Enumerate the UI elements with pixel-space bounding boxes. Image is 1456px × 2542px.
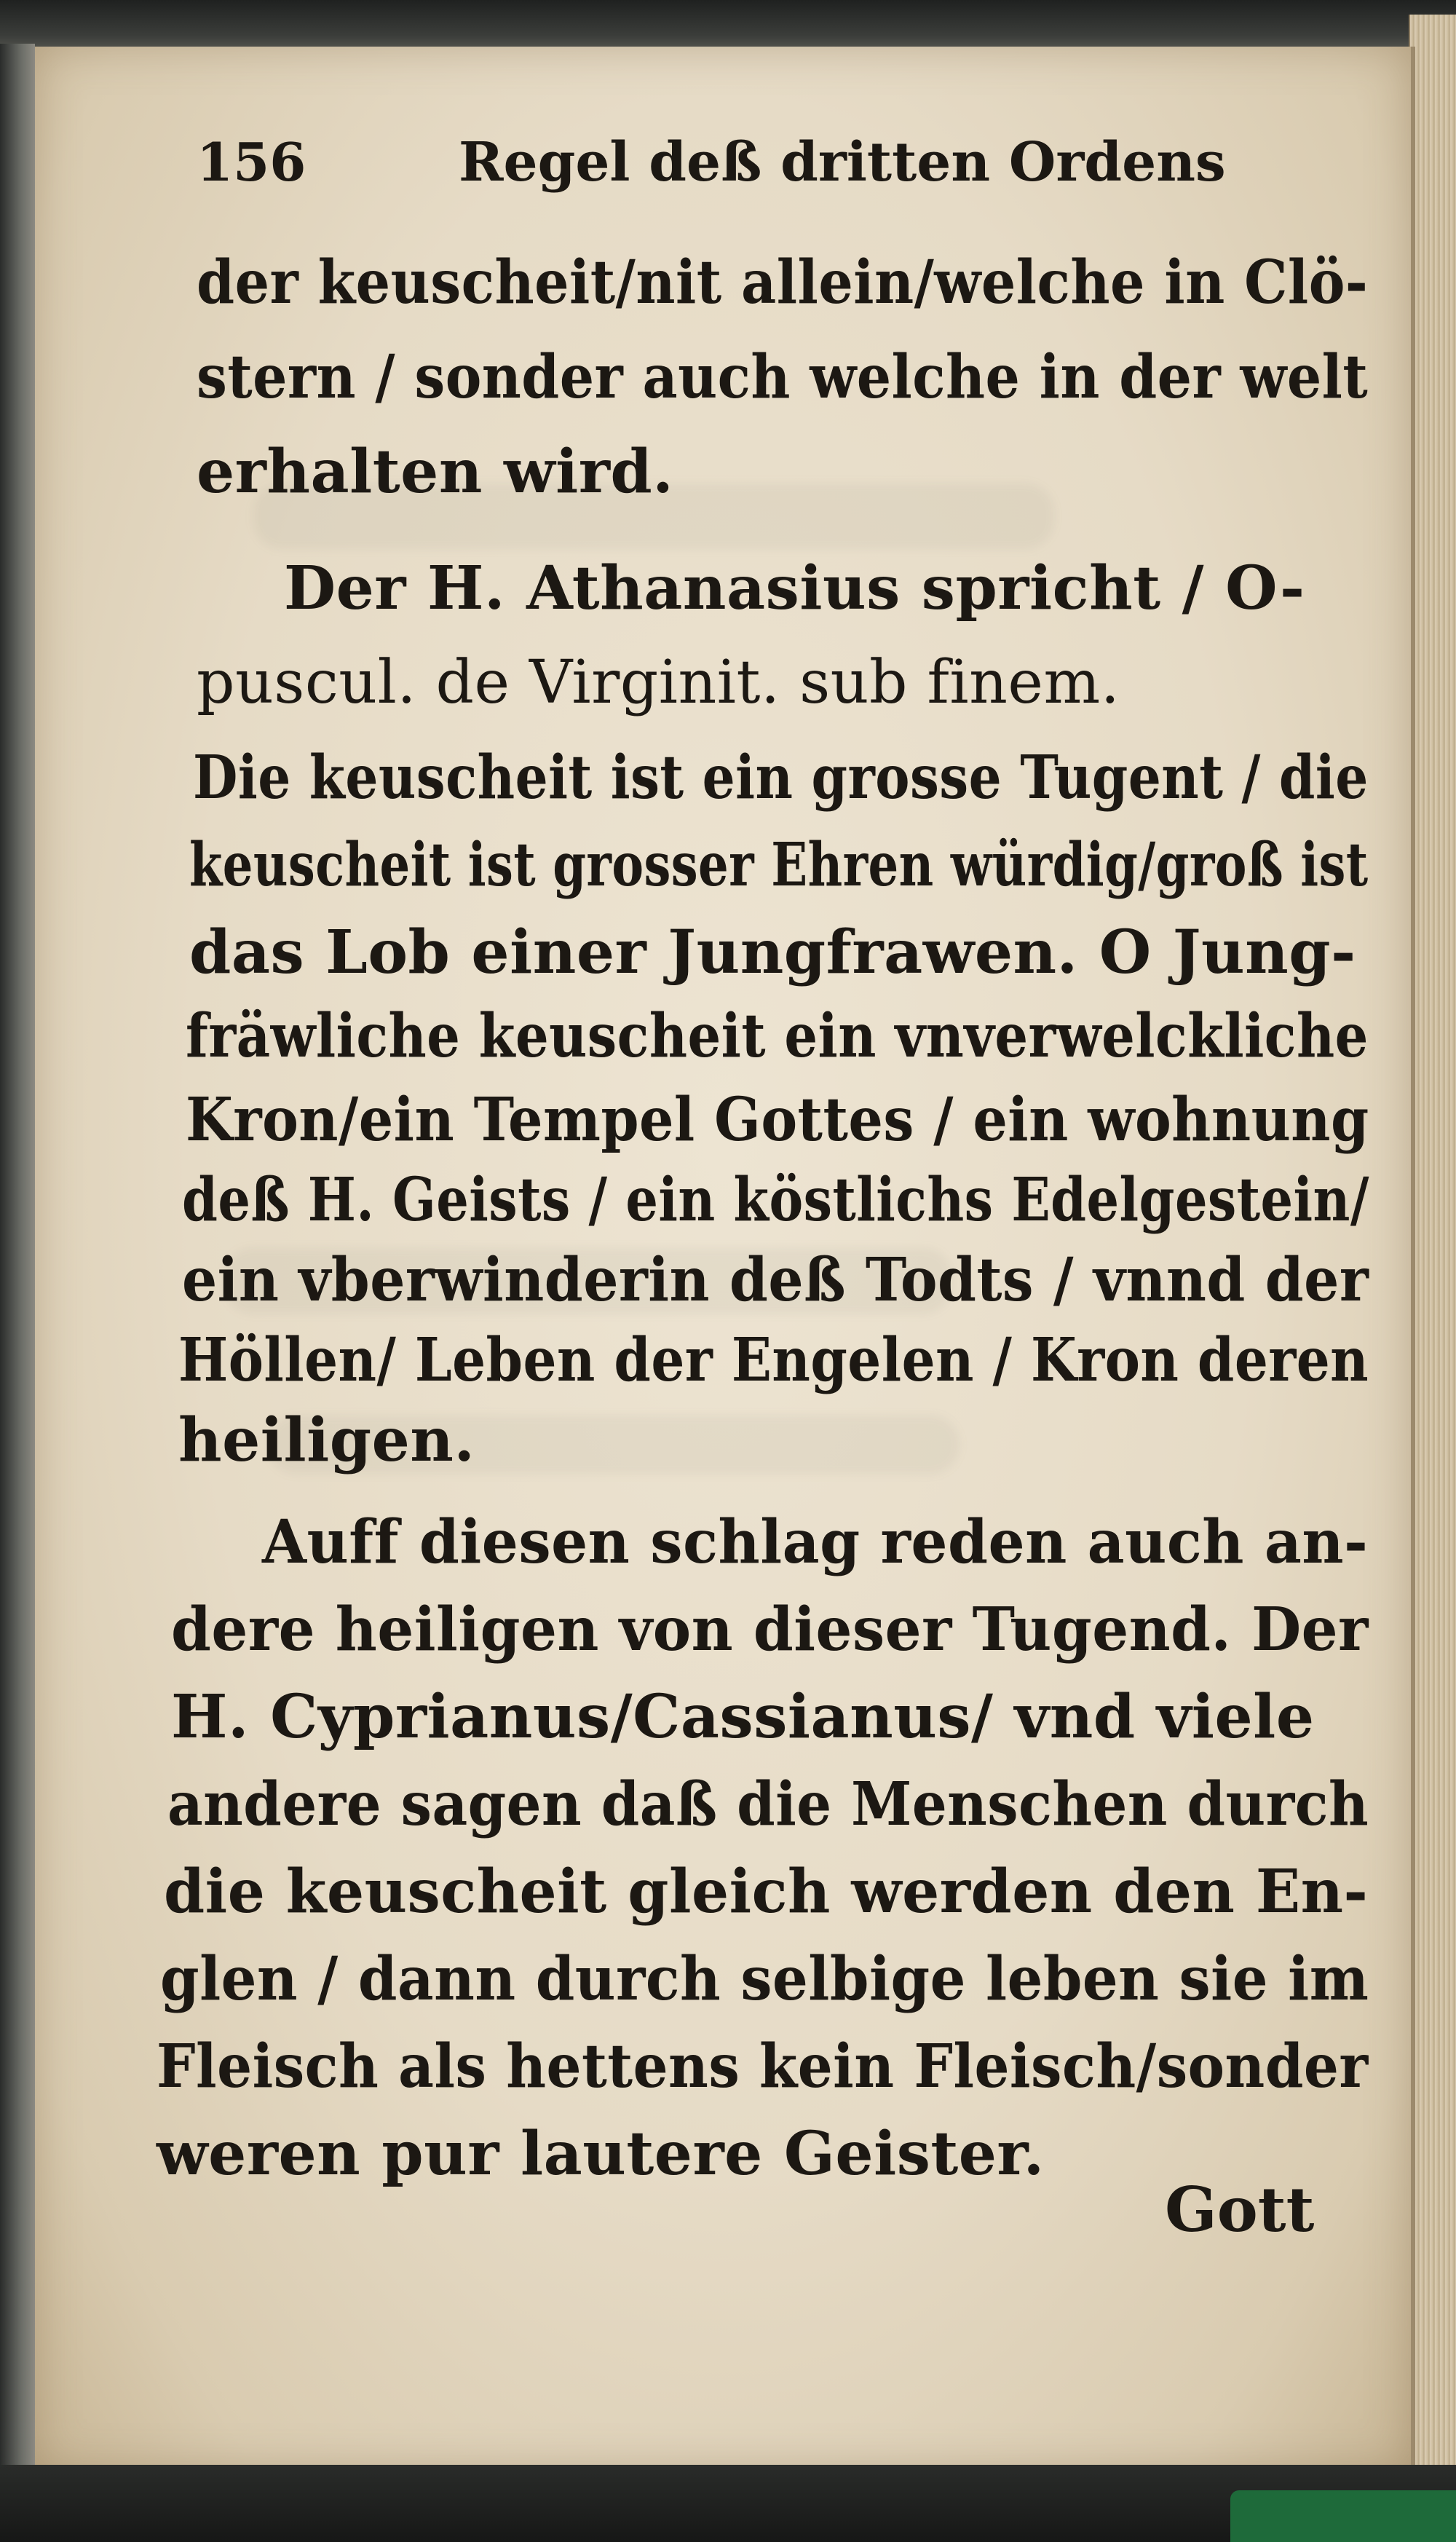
catchword: Gott xyxy=(1165,2174,1315,2246)
text-line: keuscheit ist grosser Ehren würdig/groß ist xyxy=(189,830,1369,900)
book-board-top xyxy=(0,0,1456,51)
facing-page-edge xyxy=(0,44,35,2476)
green-bookmark-tab xyxy=(1230,2490,1456,2542)
text-line: Fleisch als hettens kein Fleisch/sonder xyxy=(157,2032,1369,2101)
text-line: andere sagen daß die Menschen durch xyxy=(167,1769,1369,1839)
page-number: 156 xyxy=(197,131,306,193)
text-line: das Lob einer Jungfrawen. O Jung- xyxy=(189,917,1356,987)
text-line: Der H. Athanasius spricht / O- xyxy=(284,553,1305,623)
text-line: erhalten wird. xyxy=(197,437,674,507)
text-line: glen / dann durch selbige leben sie im xyxy=(160,1944,1369,2014)
page-header xyxy=(197,124,1259,204)
text-line: dere heiligen von dieser Tugend. Der xyxy=(171,1595,1369,1665)
text-line: Kron/ein Tempel Gottes / ein wohnung xyxy=(186,1085,1369,1155)
text-line: stern / sonder auch welche in der welt xyxy=(197,342,1369,412)
running-head: Regel deß dritten Ordens xyxy=(459,131,1226,194)
text-line: Die keuscheit ist ein grosse Tugent / die xyxy=(193,743,1369,813)
text-line: puscul. de Virginit. sub finem. xyxy=(197,648,1120,717)
text-line: heiligen. xyxy=(178,1405,475,1475)
text-line: weren pur lautere Geister. xyxy=(157,2119,1045,2189)
page-edges xyxy=(1409,15,1456,2476)
text-line: der keuscheit/nit allein/welche in Clö- xyxy=(197,248,1369,317)
text-line: deß H. Geists / ein köstlichs Edelgestein/ xyxy=(182,1165,1369,1235)
text-line: fräwliche keuscheit ein vnverwelckliche xyxy=(186,1001,1369,1071)
text-line: H. Cyprianus/Cassianus/ vnd viele xyxy=(171,1682,1315,1752)
text-line: Auff diesen schlag reden auch an- xyxy=(262,1507,1369,1577)
text-line: Höllen/ Leben der Engelen / Kron deren xyxy=(178,1325,1369,1395)
text-line: die keuscheit gleich werden den En- xyxy=(164,1857,1369,1927)
text-line: ein vberwinderin deß Todts / vnnd der xyxy=(182,1245,1369,1315)
